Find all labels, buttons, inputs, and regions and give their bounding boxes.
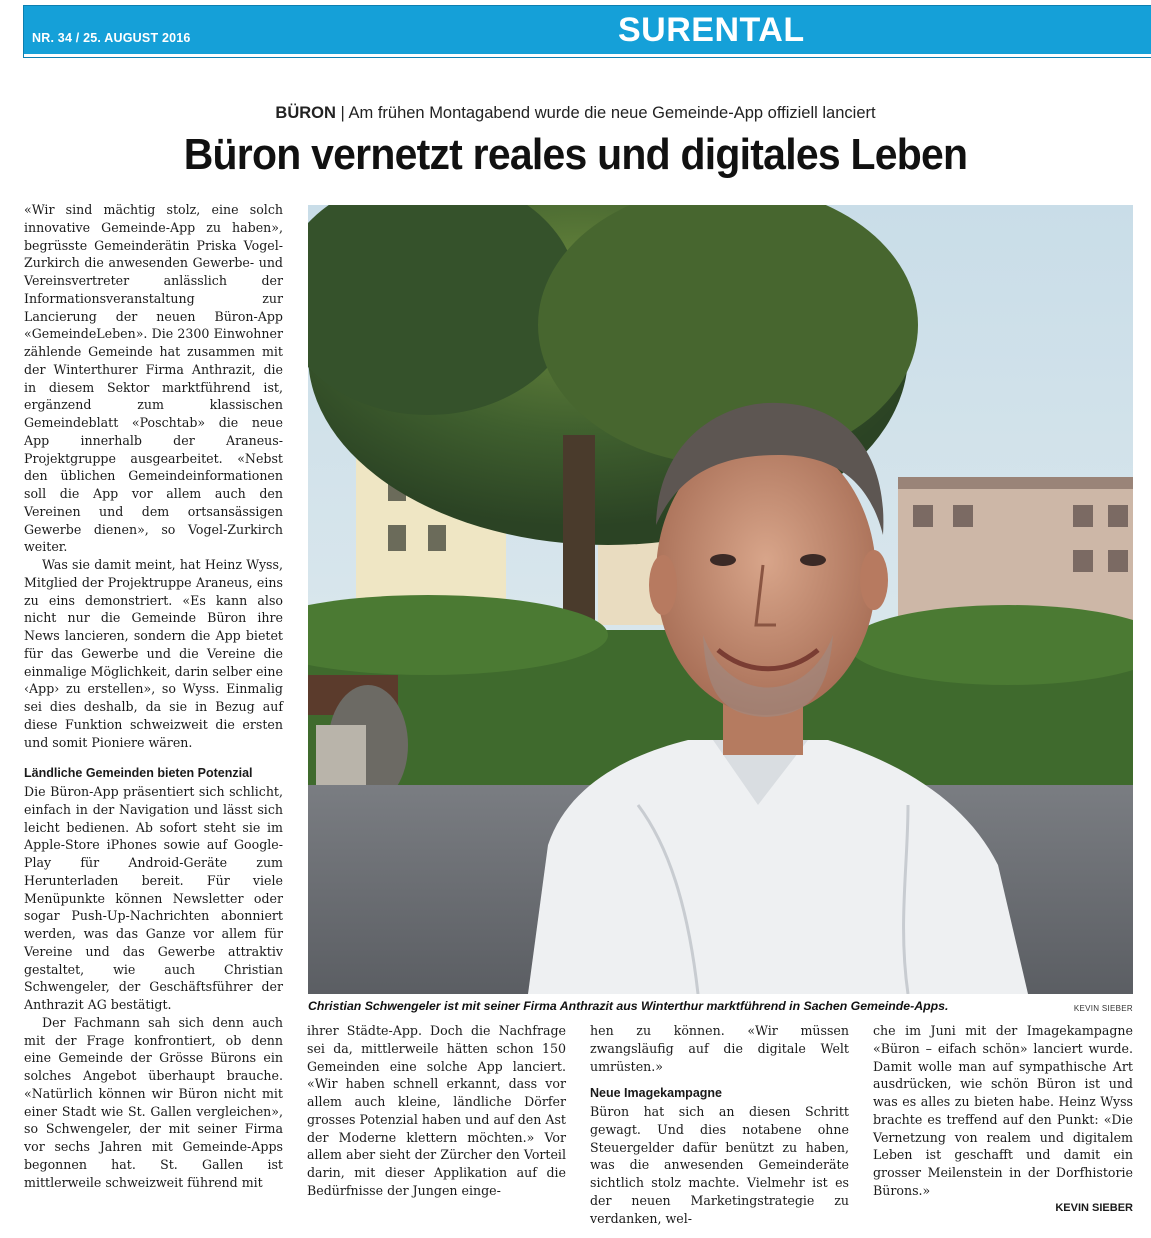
paragraph: hen zu können. «Wir müssen zwangsläufig auf die digitale Welt umrüsten.» <box>590 1023 849 1074</box>
kicker-separator: | <box>340 104 345 122</box>
photo-caption: Christian Schwengeler ist mit seiner Firma Anthrazit aus Winterthur marktführend in Sachen Gemeinde-Apps. <box>308 999 949 1013</box>
portrait-photo-illustration <box>308 205 1133 994</box>
subheading: Ländliche Gemeinden bieten Potenzial <box>24 766 253 781</box>
article-photo <box>308 205 1133 994</box>
photo-credit: KEVIN SIEBER <box>1073 1004 1133 1013</box>
paragraph: Der Fachmann sah sich denn auch mit der Frage konfrontiert, ob denn eine Gemeinde der Grösse Bürons ein solches Angebot überhaupt brauche. «Natürlich können wir Büron nicht mit einer Stadt wie St. Gallen vergleichen», so Schwengeler, der mit seiner Firma vor sechs Jahren mit Gemeinde-Apps begonnen hat. St. Gallen ist mittlerweile schweizweit führend mit <box>24 1014 283 1190</box>
paragraph: «Wir sind mächtig stolz, eine solch innovative Gemeinde-App zu haben», begrüsste Gemeinderätin Priska Vogel-Zurkirch die anwesenden Gewerbe- und Vereinsvertreter anlässlich der Informationsveranstaltung zur Lancierung der neuen Büron-App «GemeindeLeben». Die 2300 Einwohner zählende Gemeinde hat zusammen mit der Winterthurer Firma Anthrazit, die in diesem Sektor marktführend ist, ergänzend zum klassischen Gemeindeblatt «Poschtab» die neue App innerhalb der Araneus-Projektgruppe ausgearbeitet. «Nebst den üblichen Gemeindeinformationen soll die App vor allem auch den Vereinen und dem ortsansässigen Gewerbe dienen», so Vogel-Zurkirch weiter. <box>24 202 283 555</box>
paragraph: Was sie damit meint, hat Heinz Wyss, Mitglied der Projektruppe Araneus, eins zu eins demonstriert. «Es kann also nicht nur die Gemeinde Büron ihre News lancieren, sondern die App bietet für das Gewerbe und die Vereine die einmalige Möglichkeit, darin selber eine ‹App› zu erstellen», so Wyss. Einmalig sei dies deshalb, da sie in Bezug auf diese Funktion schweizweit die ersten und somit Pioniere wären. <box>24 557 283 750</box>
article-kicker <box>0 104 1151 123</box>
article-column-2 <box>307 1022 566 1200</box>
paragraph: Büron hat sich an diesen Schritt gewagt. Und dies notabene ohne Steuergelder dafür benützt zu haben, was die anwesenden Gemeinderäte sichtlich stolz machte. Vielmehr ist es der neuen Marketingstrategie zu verdanken, wel- <box>590 1104 849 1226</box>
paragraph: che im Juni mit der Imagekampagne «Büron – eifach schön» lanciert wurde. Damit wolle man auf sympathische Art ausdrücken, wie schön Büron ist und was es alles zu bieten habe. Heinz Wyss brachte es treffend auf den Punkt: «Die Vernetzung von realem und digitalem Leben ist geschafft und damit ein grosser Meilenstein in der Dorfhistorie Bürons.» <box>873 1023 1133 1198</box>
article-column-3 <box>590 1022 849 1227</box>
issue-date: NR. 34 / 25. AUGUST 2016 <box>32 31 191 45</box>
kicker-text: Am frühen Montagabend wurde die neue Gemeinde-App offiziell lanciert <box>348 104 876 122</box>
article-column-1 <box>24 201 283 1191</box>
section-title: SURENTAL <box>618 11 805 49</box>
paragraph: Die Büron-App präsentiert sich schlicht, einfach in der Navigation und lässt sich leicht bedienen. Ab sofort steht sie im Apple-Store iPhones sowie auf Google-Play für Android-Geräte zum Herunterladen bereit. Für viele Menüpunkte können Newsletter oder sogar Push-Up-Nachrichten abonniert werden, was das Ganze vor allem für Vereine und das Gewerbe attraktiv gestaltet, wie auch Christian Schwengeler, der Geschäftsführer der Anthrazit AG bestätigt. <box>24 784 283 1012</box>
kicker-place: BÜRON <box>275 104 336 122</box>
article-headline: Büron vernetzt reales und digitales Leben <box>183 130 968 179</box>
article-column-4 <box>873 1022 1133 1217</box>
subheading: Neue Imagekampagne <box>590 1086 722 1101</box>
author-byline: KEVIN SIEBER <box>1055 1201 1133 1214</box>
paragraph: ihrer Städte-App. Doch die Nachfrage sei da, mittlerweile hätten schon 150 Gemeinden eine solche App lanciert. «Wir haben schnell erkannt, dass vor allem auch kleine, ländliche Dörfer grosses Potenzial haben und auf den Ast der Moderne klettern möchten.» Vor allem aber sieht der Zürcher den Vorteil darin, mit dieser Applikation auf die Bedürfnisse der Jungen einge- <box>307 1023 566 1198</box>
masthead-bar <box>24 6 1151 57</box>
